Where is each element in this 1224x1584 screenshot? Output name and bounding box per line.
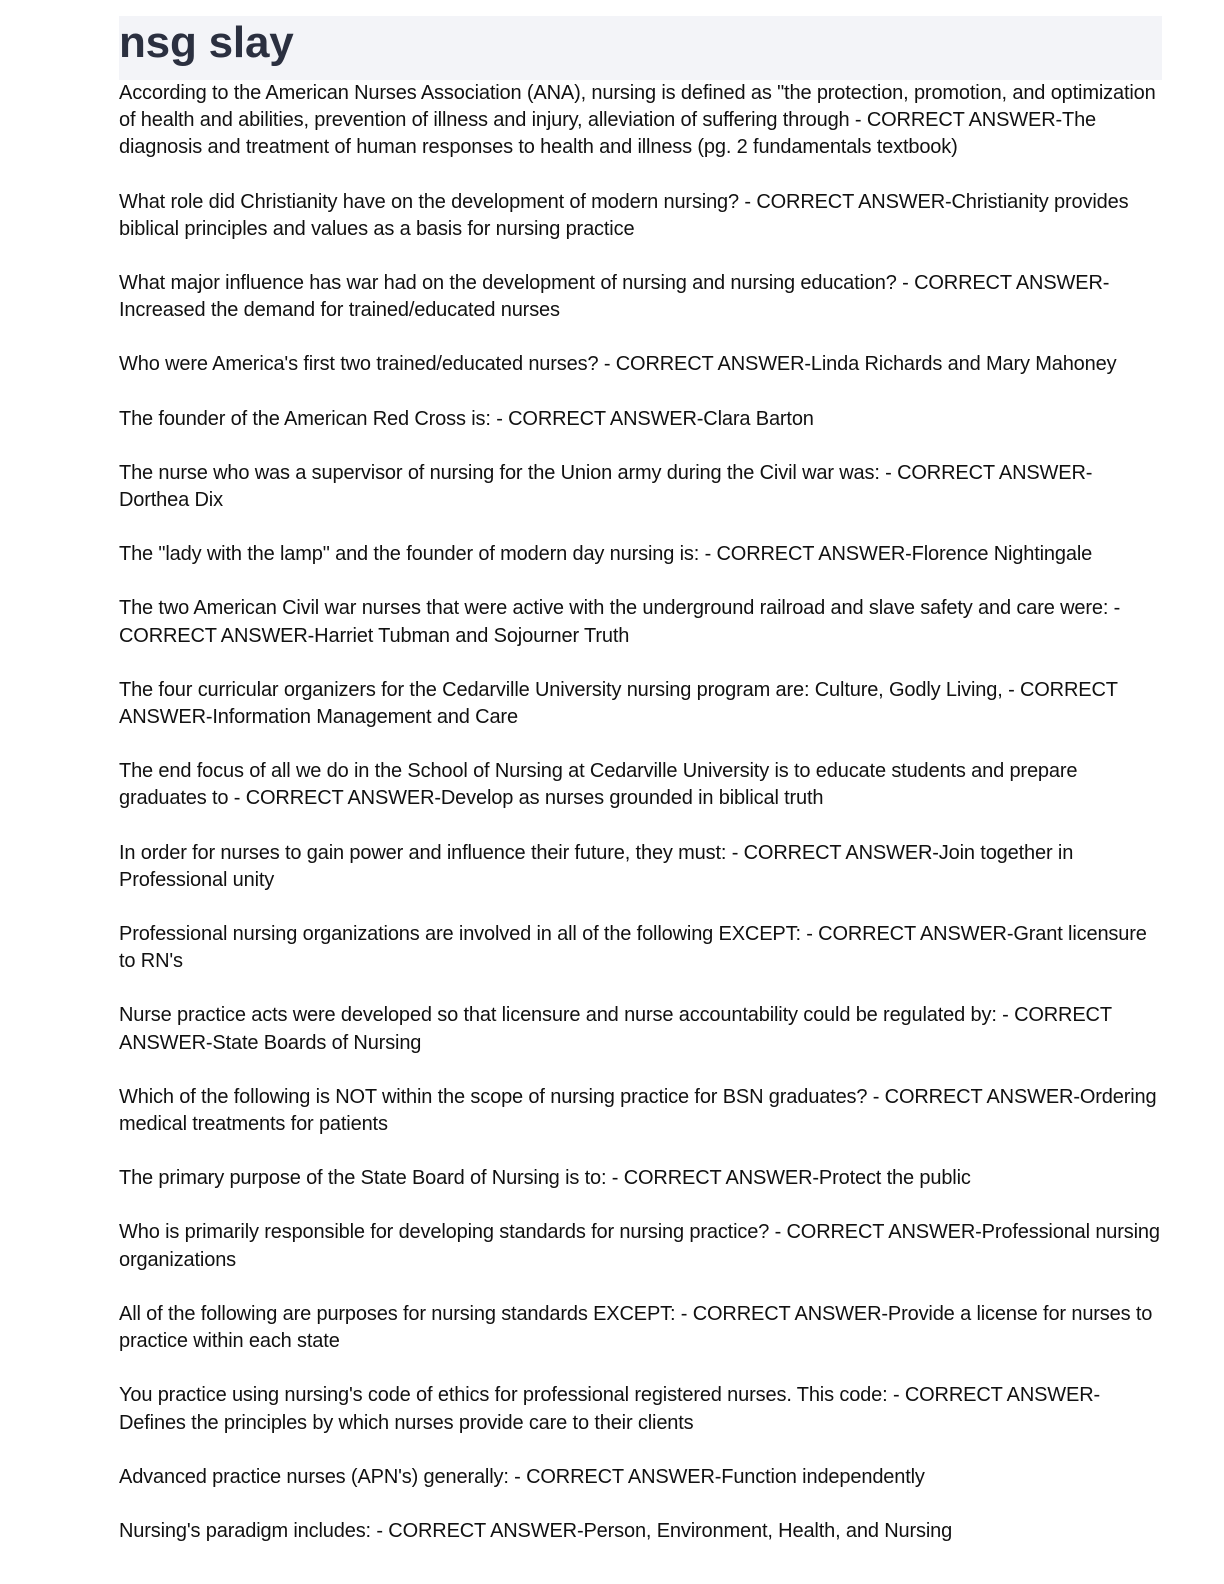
qa-item: Who is primarily responsible for developing standards for nursing practice? - CORRECT ANSWER-Professional nursing organizations — [119, 1221, 1160, 1271]
qa-item: Which of the following is NOT within the scope of nursing practice for BSN graduates? - CORRECT ANSWER-Ordering medical treatments for patients — [119, 1085, 1157, 1136]
document-title: nsg slay — [119, 18, 294, 67]
qa-list — [119, 80, 1162, 1545]
qa-item: What role did Christianity have on the development of modern nursing? - CORRECT ANSWER-Christianity provides biblical principles and values as a basis for nursing practice — [119, 190, 1129, 240]
qa-item: The end focus of all we do in the School of Nursing at Cedarville University is to educate students and prepare graduates to - CORRECT ANSWER-Develop as nurses grounded in biblical truth — [119, 760, 1078, 810]
document-page — [119, 16, 1162, 1572]
qa-item: The "lady with the lamp" and the founder of modern day nursing is: - CORRECT ANSWER-Florence Nightingale — [119, 543, 1093, 566]
qa-item: The four curricular organizers for the Cedarville University nursing program are: Culture, Godly Living, - CORRECT ANSWER-Information Management and Care — [119, 678, 1118, 729]
title-bar — [119, 16, 1162, 80]
qa-item: According to the American Nurses Association (ANA), nursing is defined as "the protection, promotion, and optimization of health and abilities, prevention of illness and injury, alleviation of suffering through - CORRECT ANSWER-The diagnosis and treatment of human responses to health and illness (pg. 2 fundamentals textbook) — [119, 82, 1156, 159]
qa-item: Who were America's first two trained/educated nurses? - CORRECT ANSWER-Linda Richards and Mary Mahoney — [119, 353, 1117, 376]
qa-item: What major influence has war had on the development of nursing and nursing education? - CORRECT ANSWER-Increased the demand for trained/educated nurses — [119, 272, 1110, 322]
qa-item: The nurse who was a supervisor of nursing for the Union army during the Civil war was: - CORRECT ANSWER-Dorthea Dix — [119, 461, 1093, 512]
qa-item: You practice using nursing's code of ethics for professional registered nurses. This code: - CORRECT ANSWER-Defines the principles by which nurses provide care to their clients — [119, 1384, 1101, 1434]
qa-item: Advanced practice nurses (APN's) generally: - CORRECT ANSWER-Function independently — [119, 1465, 925, 1488]
qa-item: All of the following are purposes for nursing standards EXCEPT: - CORRECT ANSWER-Provide a license for nurses to practice within each state — [119, 1302, 1153, 1353]
qa-item: The founder of the American Red Cross is: - CORRECT ANSWER-Clara Barton — [119, 407, 814, 430]
qa-item: In order for nurses to gain power and influence their future, they must: - CORRECT ANSWER-Join together in Professional unity — [119, 841, 1074, 891]
qa-item: Professional nursing organizations are involved in all of the following EXCEPT: - CORRECT ANSWER-Grant licensure to RN's — [119, 923, 1147, 973]
qa-item: Nurse practice acts were developed so that licensure and nurse accountability could be regulated by: - CORRECT ANSWER-State Boards of Nursing — [119, 1004, 1112, 1054]
qa-item: The primary purpose of the State Board of Nursing is to: - CORRECT ANSWER-Protect the public — [119, 1167, 971, 1190]
qa-item: Nursing's paradigm includes: - CORRECT ANSWER-Person, Environment, Health, and Nursing — [119, 1519, 953, 1542]
qa-item: The two American Civil war nurses that were active with the underground railroad and slave safety and care were: - CORRECT ANSWER-Harriet Tubman and Sojourner Truth — [119, 597, 1121, 647]
